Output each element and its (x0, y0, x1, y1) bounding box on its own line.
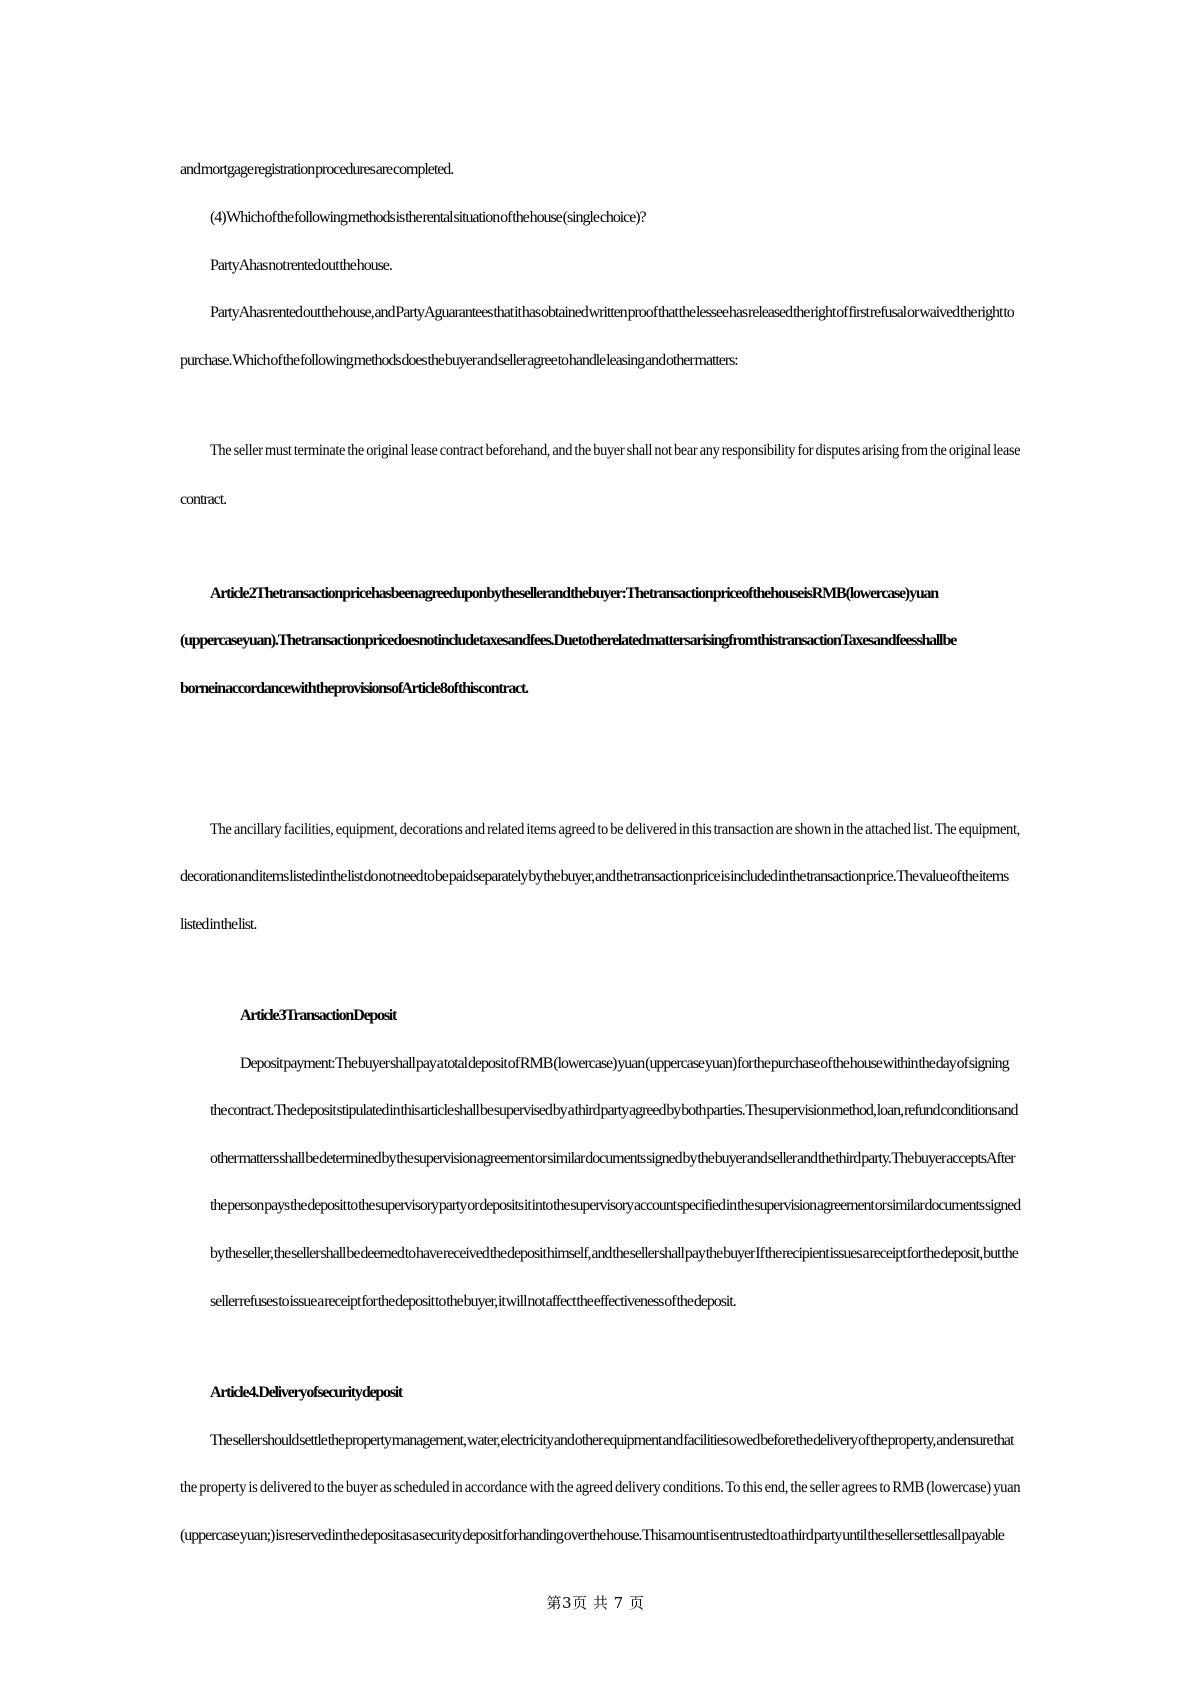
text-line: (4) Which of the following methods is the rental situation of the house (single choice)? (210, 209, 646, 226)
text-line: contract. (180, 491, 227, 508)
text-line: (uppercase yuan;) is reserved in the deposit as a security deposit for handing over the house. This amount is entrusted to a third party until the seller settles all payable (180, 1527, 1004, 1544)
article-heading: Article 2 The transaction price has been agreed upon by the seller and the buyer: The transaction price of the house is RMB (lowercase) yuan (210, 585, 938, 602)
text-line: The seller should settle the property management, water, electricity and other equipment and facilities owed before the delivery of the property, and ensure that (210, 1432, 1014, 1449)
article-text: borne in accordance with the provisions of Article 8 of this contract. (180, 680, 528, 697)
text-line: Party A has rented out the house, and Party A guarantees that it has obtained written proof that the lessee has released the right of first refusal or waived the right to (210, 304, 1014, 321)
text-line: by the seller, the seller shall be deemed to have received the deposit himself, and the seller shall pay the buyer If the recipient issues a receipt for the deposit, but the (210, 1245, 1018, 1262)
text-line: the person pays the deposit to the supervisory party or deposits it into the supervisory account specified in the supervision agreement or similar documents signed (210, 1197, 1021, 1214)
text-line: The ancillary facilities, equipment, decorations and related items agreed to be delivered in this transaction are shown in the attached list. The equipment, (210, 821, 1020, 838)
text-line: decoration and items listed in the list do not need to be paid separately by the buyer, and the transaction price is included in the transaction price. The value of the items (180, 868, 1009, 885)
text-line: the contract. The deposit stipulated in this article shall be supervised by a third party agreed by both parties. The supervision method, loan, refund conditions and (210, 1102, 1018, 1119)
text-line: the property is delivered to the buyer as scheduled in accordance with the agreed delivery conditions. To this end, the seller agrees to RMB (lowercase) yuan (180, 1479, 1021, 1496)
article-heading: Article 4. Delivery of security deposit (210, 1384, 403, 1401)
text-line: seller refuses to issue a receipt for the deposit to the buyer, it will not affect the effectiveness of the deposit. (210, 1293, 736, 1310)
text-line: and mortgage registration procedures are completed. (180, 161, 454, 178)
text-line: The seller must terminate the original lease contract beforehand, and the buyer shall not bear any responsibility for disputes arising from the original lease (210, 442, 1021, 459)
article-text: (uppercase yuan). The transaction price does not include taxes and fees. Due to the related matters arising from this transaction Taxes and fees shall be (180, 632, 956, 649)
article-heading: Article 3 Transaction Deposit (240, 1007, 397, 1024)
text-line: listed in the list. (180, 916, 257, 933)
page-number: 第3页 共 7 页 (546, 1594, 645, 1612)
text-line: Party A has not rented out the house. (210, 257, 392, 274)
text-line: purchase. Which of the following methods does the buyer and seller agree to handle leasing and other matters: (180, 352, 738, 369)
text-line: other matters shall be determined by the supervision agreement or similar documents signed by the buyer and seller and the third party. The buyer accepts After (210, 1150, 1015, 1167)
text-line: Deposit payment: The buyer shall pay a total deposit of RMB (lowercase) yuan (uppercase yuan) for the purchase of the house within the day of signing (240, 1055, 1009, 1072)
